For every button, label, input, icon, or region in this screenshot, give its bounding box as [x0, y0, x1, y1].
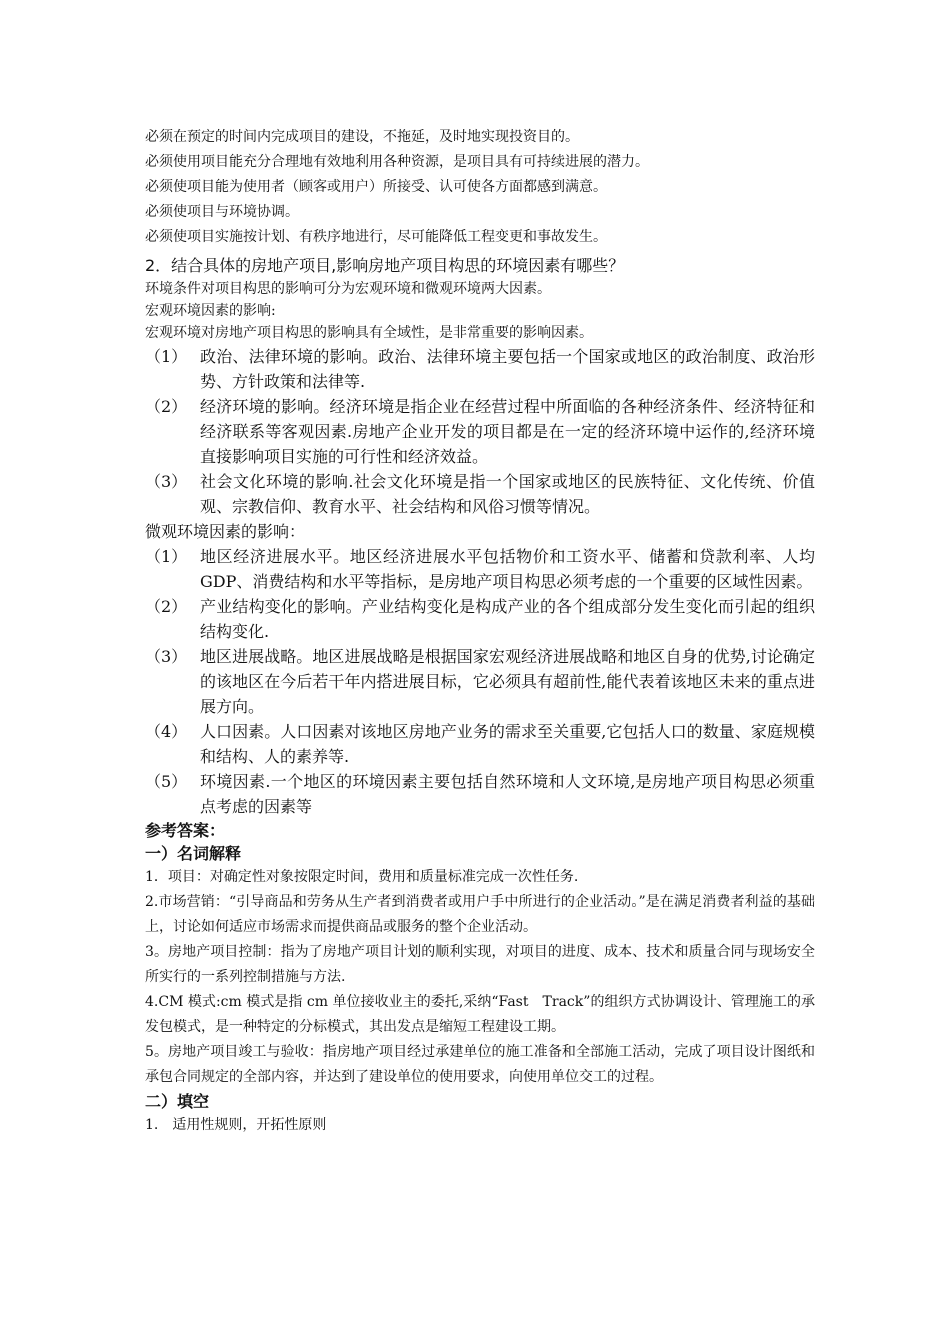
intro-text: 环境条件对项目构思的影响可分为宏观环境和微观环境两大因素。: [145, 281, 551, 297]
text-line: 必须使用项目能充分合理地有效地利用各种资源，是项目具有可持续进展的潜力。: [145, 154, 649, 170]
item-text: 人口因素。人口因素对该地区房地产业务的需求至关重要,它包括人口的数量、家庭规模和结构、人的素养等.: [200, 722, 815, 766]
item-text: 政治、法律环境的影响。政治、法律环境主要包括一个国家或地区的政治制度、政治形势、方针政策和法律等.: [200, 347, 815, 391]
item-number: （5）: [145, 772, 188, 791]
item-number: （3）: [145, 647, 188, 666]
question-2: 2．结合具体的房地产项目,影响房地产项目构思的环境因素有哪些？: [145, 256, 625, 275]
answer-item: 3。房地产项目控制：指为了房地产项目计划的顺利实现，对项目的进度、成本、技术和质量合同与现场安全所实行的一系列控制措施与方法.: [145, 944, 815, 985]
item-number: （1）: [145, 547, 188, 566]
text-line: 必须在预定的时间内完成项目的建设，不拖延，及时地实现投资目的。: [145, 129, 579, 145]
text-line: 必须使项目与环境协调。: [145, 204, 299, 220]
text-line: 必须使项目实施按计划、有秩序地进行，尽可能降低工程变更和事故发生。: [145, 229, 607, 245]
item-text: 经济环境的影响。经济环境是指企业在经营过程中所面临的各种经济条件、经济特征和经济联系等客观因素.房地产企业开发的项目都是在一定的经济环境中运作的,经济环境直接影响项目实施的可行性和经济效益。: [200, 397, 815, 466]
macro-heading: 宏观环境因素的影响:: [145, 303, 276, 319]
item-text: 社会文化环境的影响.社会文化环境是指一个国家或地区的民族特征、文化传统、价值观、宗教信仰、教育水平、社会结构和风俗习惯等情况。: [200, 472, 815, 516]
text-line: 必须使项目能为使用者（顾客或用户）所接受、认可使各方面都感到满意。: [145, 179, 607, 195]
answer-item: 2.市场营销：“引导商品和劳务从生产者到消费者或用户手中所进行的企业活动。”是在满足消费者利益的基础上，讨论如何适应市场需求而提供商品或服务的整个企业活动。: [145, 894, 815, 935]
item-text: 产业结构变化的影响。产业结构变化是构成产业的各个组成部分发生变化而引起的组织结构变化.: [200, 597, 815, 641]
list-item: [145, 344, 815, 394]
answer-item: 1. 适用性规则，开拓性原则: [145, 1117, 327, 1133]
list-item: [145, 644, 815, 719]
item-text: 环境因素.一个地区的环境因素主要包括自然环境和人文环境,是房地产项目构思必须重点考虑的因素等: [200, 772, 815, 816]
list-item: [145, 769, 815, 819]
answers-heading: 参考答案：: [145, 821, 226, 840]
item-text: 地区进展战略。地区进展战略是根据国家宏观经济进展战略和地区自身的优势,讨论确定的该地区在今后若干年内搭进展目标，它必须具有超前性,能代表着该地区未来的重点进展方向。: [200, 647, 815, 716]
answer-item: 5。房地产项目竣工与验收：指房地产项目经过承建单位的施工准备和全部施工活动，完成了项目设计图纸和承包合同规定的全部内容，并达到了建设单位的使用要求，向使用单位交工的过程。: [145, 1044, 815, 1085]
item-text: 地区经济进展水平。地区经济进展水平包括物价和工资水平、储蓄和贷款利率、人均 GDP、消费结构和水平等指标，是房地产项目构思必须考虑的一个重要的区域性因素。: [200, 547, 815, 591]
list-item: [145, 394, 815, 469]
item-number: （2）: [145, 597, 188, 616]
list-item: [145, 719, 815, 769]
answer-item: 4.CM 模式:cm 模式是指 cm 单位接收业主的委托,采纳“Fast Track”的组织方式协调设计、管理施工的承发包模式，是一种特定的分标模式，其出发点是缩短工程建设工期。: [145, 994, 815, 1035]
item-number: （4）: [145, 722, 188, 741]
answer-item: 1．项目：对确定性对象按限定时间，费用和质量标准完成一次性任务.: [145, 869, 579, 885]
item-number: （2）: [145, 397, 188, 416]
section-heading: 一）名词解释: [145, 844, 242, 863]
list-item: [145, 469, 815, 519]
macro-summary: 宏观环境对房地产项目构思的影响具有全域性，是非常重要的影响因素。: [145, 325, 593, 341]
micro-heading: 微观环境因素的影响：: [145, 522, 306, 541]
item-number: （3）: [145, 472, 188, 491]
document-page: [145, 125, 815, 1138]
section-heading: 二）填空: [145, 1092, 210, 1111]
list-item: [145, 594, 815, 644]
list-item: [145, 544, 815, 594]
item-number: （1）: [145, 347, 188, 366]
